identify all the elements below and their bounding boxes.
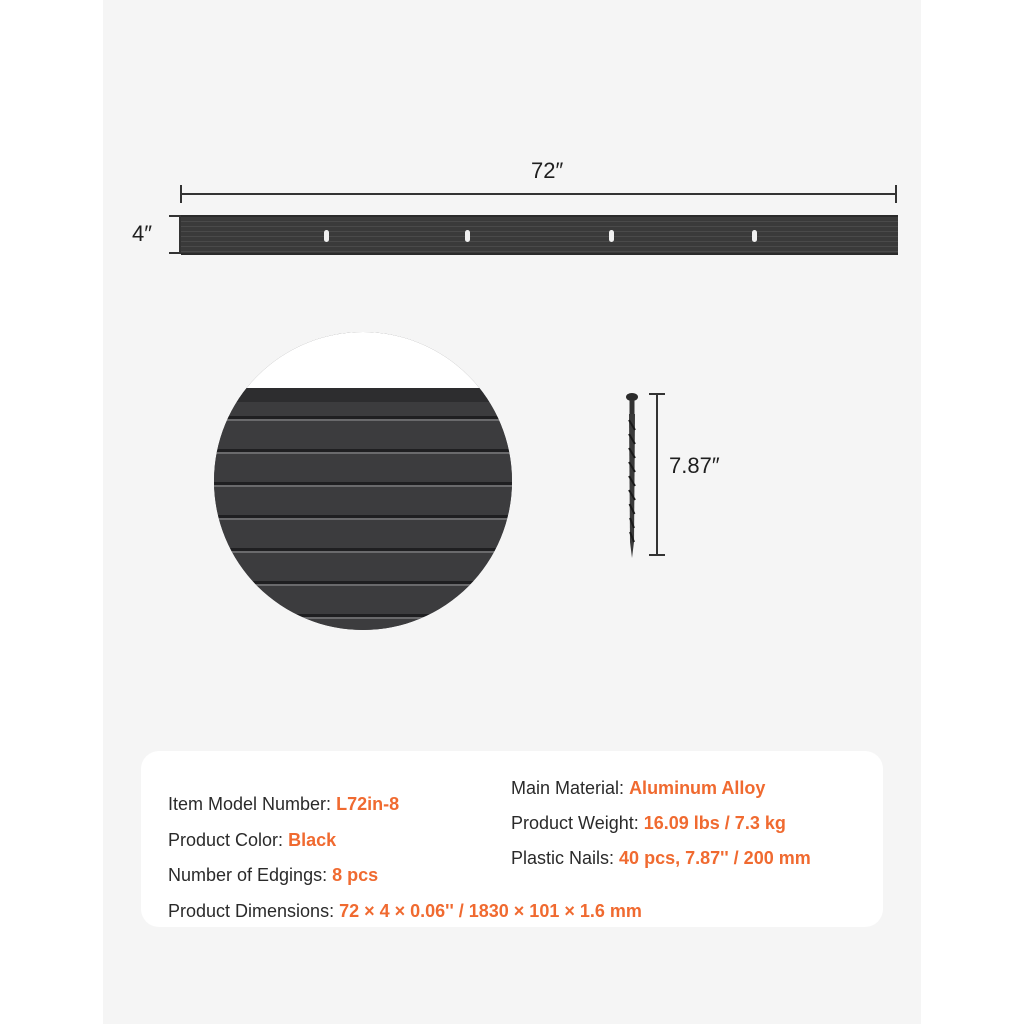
- nail-image: [620, 392, 644, 560]
- spec-label: Product Weight:: [511, 813, 639, 833]
- spec-model-number: [168, 795, 399, 813]
- spec-plastic-nails: [511, 849, 811, 867]
- length-tick-right: [895, 185, 897, 203]
- specs-card: [141, 751, 883, 927]
- nail-dimension-line: [656, 394, 658, 556]
- spec-label: Product Color:: [168, 830, 284, 850]
- spec-label: Number of Edgings:: [168, 865, 328, 885]
- edging-strip-image: [181, 215, 898, 255]
- spec-value: 72 × 4 × 0.06'' / 1830 × 101 × 1.6 mm: [339, 901, 642, 921]
- length-dimension-line: [181, 193, 897, 195]
- length-tick-left: [180, 185, 182, 203]
- spec-label: Item Model Number:: [168, 794, 332, 814]
- spec-main-material: [511, 779, 765, 797]
- spec-value: 8 pcs: [332, 865, 379, 885]
- spec-label: Product Dimensions:: [168, 901, 335, 921]
- spec-number-of-edgings: [168, 866, 378, 884]
- nail-tick-top: [649, 393, 665, 395]
- texture-closeup-image: [214, 332, 512, 630]
- spec-product-weight: [511, 814, 786, 832]
- spec-value: Aluminum Alloy: [629, 778, 766, 798]
- nail-slot: [465, 230, 470, 242]
- spec-label: Plastic Nails:: [511, 848, 615, 868]
- spec-product-color: [168, 831, 336, 849]
- closeup-ribbed-surface: [214, 388, 512, 630]
- spec-value: L72in-8: [336, 794, 400, 814]
- nail-length-label: 7.87″: [669, 453, 720, 478]
- spec-value: Black: [288, 830, 337, 850]
- length-label: 72″: [531, 158, 564, 183]
- height-tick-top: [169, 215, 181, 217]
- nail-slot: [752, 230, 757, 242]
- spec-value: 40 pcs, 7.87'' / 200 mm: [619, 848, 811, 868]
- nail-slot: [324, 230, 329, 242]
- spec-product-dimensions: [168, 902, 642, 920]
- spec-value: 16.09 lbs / 7.3 kg: [643, 813, 786, 833]
- closeup-background: [214, 332, 512, 388]
- nail-tick-bottom: [649, 554, 665, 556]
- height-tick-bottom: [169, 252, 181, 254]
- spec-label: Main Material:: [511, 778, 625, 798]
- height-label: 4″: [132, 221, 153, 246]
- nail-slot: [609, 230, 614, 242]
- closeup-top-lip: [214, 388, 512, 402]
